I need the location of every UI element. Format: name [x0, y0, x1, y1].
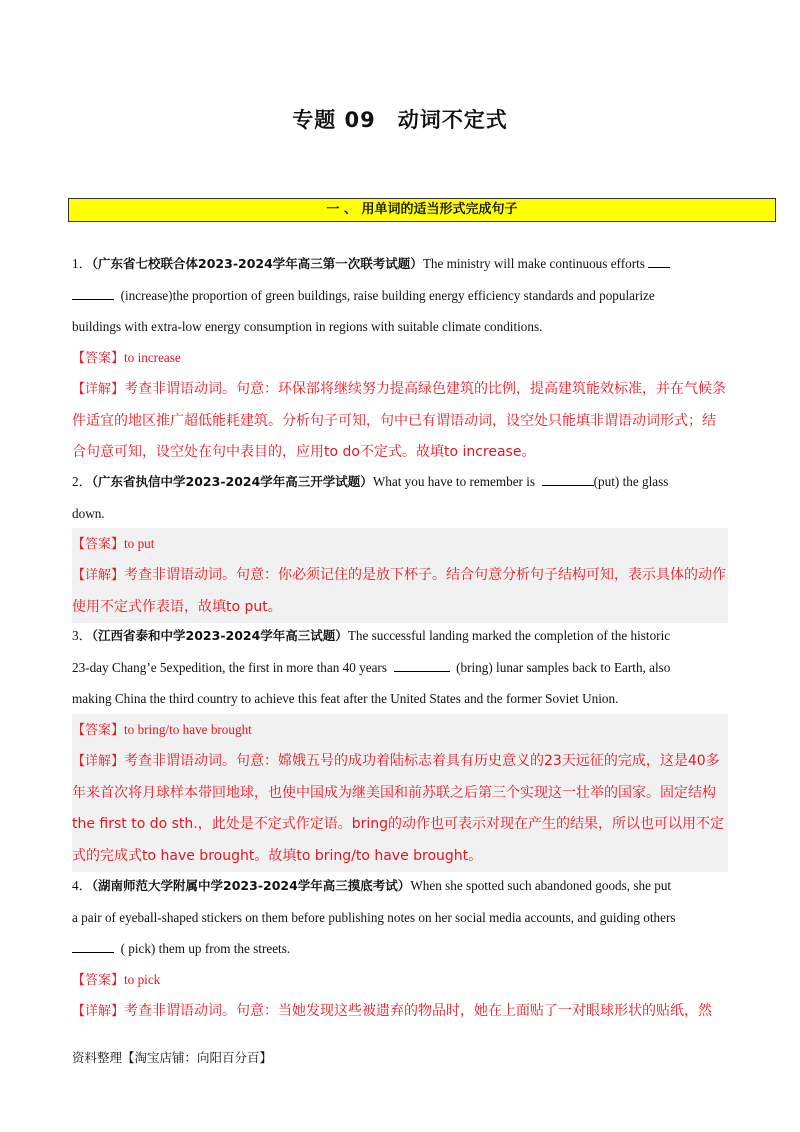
answer-tag: 【答案】	[72, 351, 125, 366]
question-text: ( pick) them up from the streets.	[120, 941, 291, 957]
answer-tag: 【答案】	[72, 973, 125, 988]
detail-tag: 【详解】	[72, 1004, 125, 1019]
answer-3	[72, 714, 728, 747]
question-text: When she spotted such abandoned goods, she put	[410, 878, 672, 893]
question-4	[72, 870, 732, 965]
answer-blank	[72, 285, 114, 300]
question-text: buildings with extra-low energy consumption in regions with suitable climate conditions.	[72, 319, 543, 335]
answer-text: to pick	[124, 972, 161, 987]
question-source: （广东省七校联合体2023-2024学年高三第一次联考试题）	[91, 256, 423, 271]
question-text: making China the third country to achieve this feat after the United States and the former Soviet Union.	[72, 691, 619, 707]
page-title: 专题 09 动词不定式	[292, 108, 508, 132]
detail-tag: 【详解】	[72, 568, 125, 583]
question-number: 4．	[72, 878, 92, 893]
question-text: a pair of eyeball-shaped stickers on them before publishing notes on her social media accounts, and guiding others	[72, 909, 676, 925]
answer-text: to put	[124, 536, 155, 551]
question-source: （广东省执信中学2023-2024学年高三开学试题）	[91, 474, 373, 489]
section-heading: 一 、 用单词的适当形式完成句子	[68, 198, 776, 222]
answer-1	[72, 342, 728, 375]
detail-text: 考查非谓语动词。句意：你必须记住的是放下杯子。结合句意分析句子结构可知，表示具体的动作使用不定式作表语，故填to put。	[72, 567, 727, 615]
detail-text: 考查非谓语动词。句意：环保部将继续努力提高绿色建筑的比例，提高建筑能效标准，并在气候条件适宜的地区推广超低能耗建筑。分析句子可知，句中已有谓语动词，设空处只能填非谓语动词形式；结合句意可知，设空处在句中表目的，应用to do不定式。故填to increase。	[72, 381, 727, 461]
question-source: （湖南师范大学附属中学2023-2024学年高三摸底考试）	[91, 878, 411, 893]
question-text: (bring) lunar samples back to Earth, also	[456, 659, 671, 675]
answer-blank	[72, 938, 114, 953]
detail-text: 考查非谓语动词。句意：当她发现这些被遗弃的物品时，她在上面贴了一对眼球形状的贴纸，然	[124, 1003, 713, 1019]
detail-tag: 【详解】	[72, 754, 125, 769]
answer-2	[72, 528, 728, 561]
detail-4	[72, 996, 728, 1028]
question-text: What you have to remember is	[372, 474, 536, 489]
answer-tag: 【答案】	[72, 723, 125, 738]
question-2	[72, 466, 732, 529]
page-footer: 资料整理【淘宝店铺：向阳百分百】	[72, 1050, 273, 1065]
question-text: The ministry will make continuous efforts	[422, 256, 645, 271]
answer-text: to bring/to have brought	[124, 722, 252, 737]
question-text: (put) the glass	[593, 474, 669, 489]
question-number: 3．	[72, 628, 92, 643]
answer-blank	[648, 253, 670, 268]
answer-text: to increase	[124, 350, 181, 365]
question-number: 2．	[72, 474, 92, 489]
answer-tag: 【答案】	[72, 537, 125, 552]
question-text: down.	[72, 505, 105, 521]
detail-text: 考查非谓语动词。句意：嫦娥五号的成功着陆标志着具有历史意义的23天远征的完成，这是40多年来首次将月球样本带回地球，也使中国成为继美国和前苏联之后第三个实现这一壮举的国家。固定结构the first to do sth.，此处是不定式作定语。bring的动作也可表示对现在产生的结果，所以也可以用不定式的完成式to have brought。故填to bring/to have brought。	[72, 753, 725, 864]
question-3	[72, 620, 732, 715]
detail-2	[72, 560, 728, 623]
detail-tag: 【详解】	[72, 382, 125, 397]
answer-4	[72, 964, 728, 997]
detail-1	[72, 374, 728, 469]
question-1	[72, 248, 732, 343]
question-text: The successful landing marked the completion of the historic	[347, 628, 671, 643]
answer-blank	[542, 471, 594, 486]
question-source: （江西省泰和中学2023-2024学年高三试题）	[91, 628, 348, 643]
question-number: 1．	[72, 256, 92, 271]
question-text: 23-day Chang’e 5expedition, the first in more than 40 years	[72, 659, 387, 675]
question-text: (increase)the proportion of green buildings, raise building energy efficiency standards and popularize	[120, 287, 655, 303]
answer-blank	[394, 657, 450, 672]
detail-3	[72, 746, 728, 872]
